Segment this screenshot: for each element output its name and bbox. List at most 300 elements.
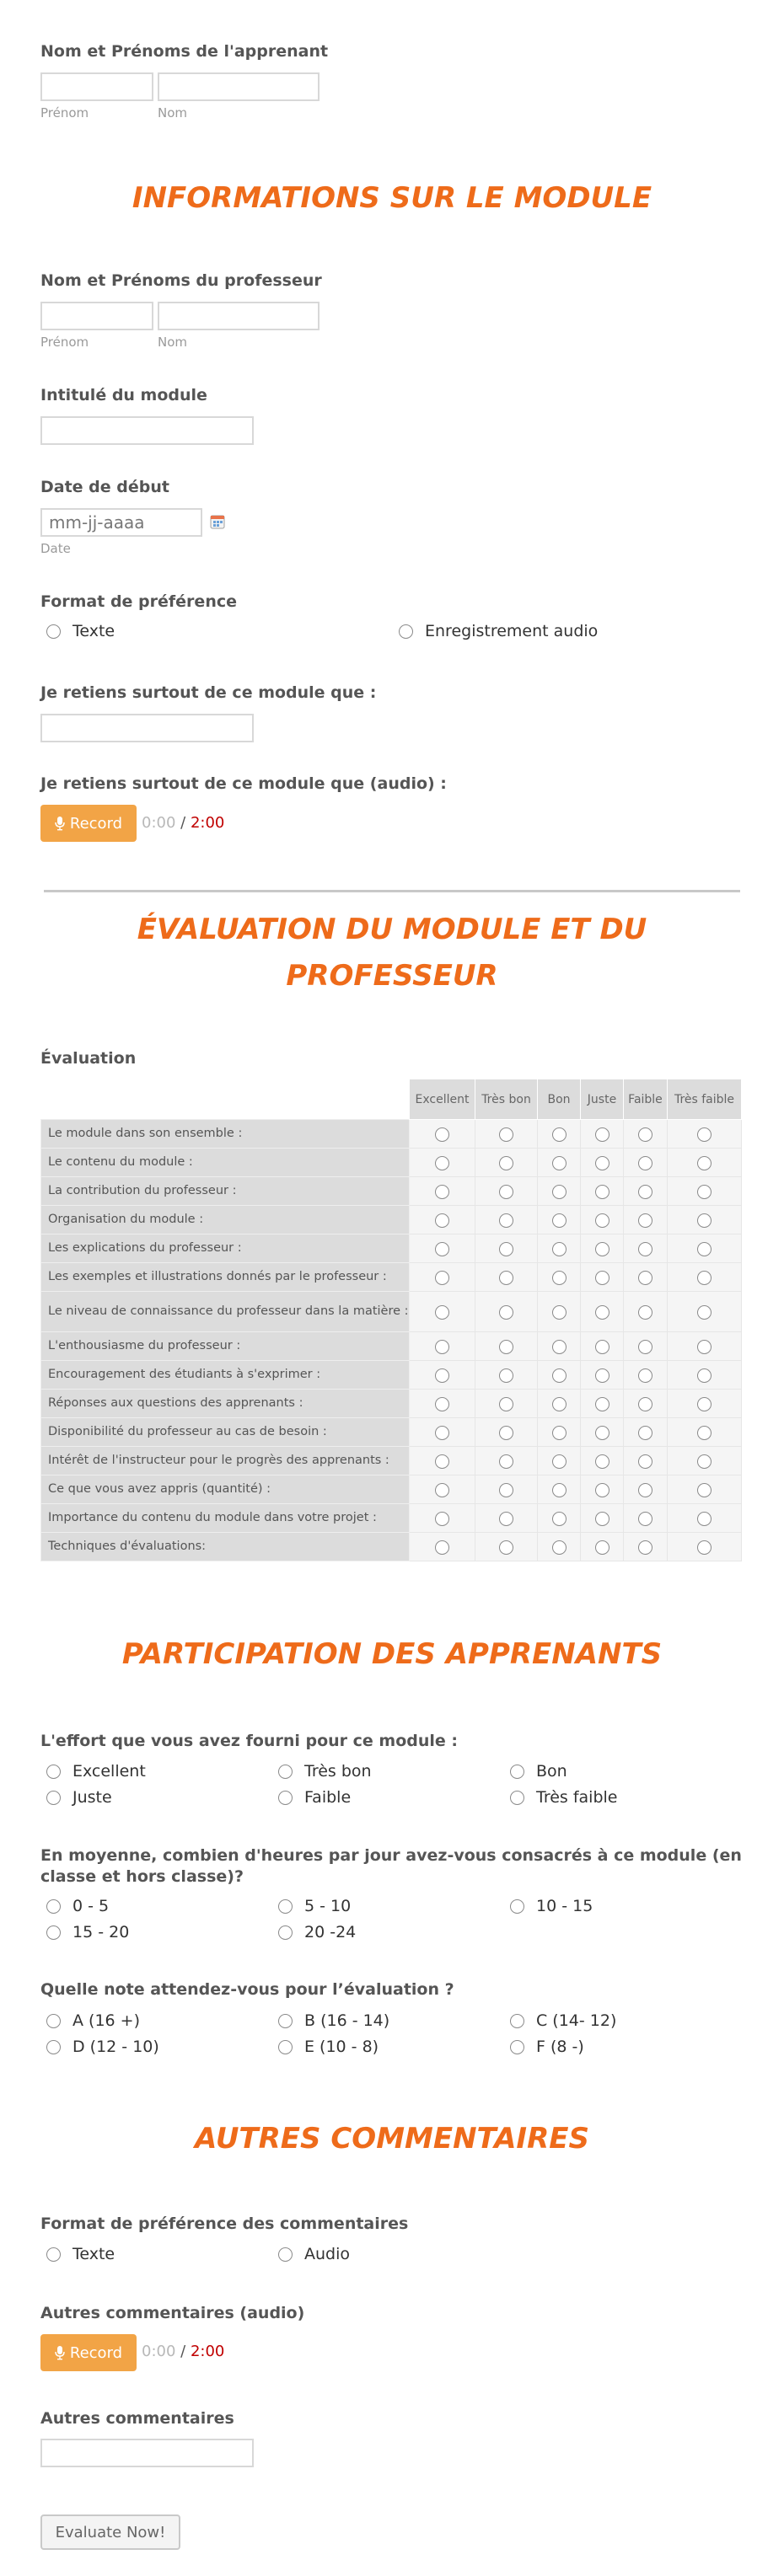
radio-icon[interactable]: [697, 1397, 712, 1411]
matrix-row: [41, 1149, 742, 1177]
matrix-row-label: Intérêt de l'instructeur pour le progrès des apprenants :: [41, 1447, 410, 1475]
radio-icon[interactable]: [595, 1185, 609, 1199]
preferred-format-label: Format de préférence: [40, 592, 237, 611]
grade-option[interactable]: [278, 2038, 379, 2056]
preferred-format-option-text[interactable]: [46, 622, 115, 640]
matrix-cell[interactable]: [475, 1206, 538, 1234]
matrix-cell[interactable]: [538, 1418, 581, 1447]
radio-icon[interactable]: [499, 1483, 513, 1497]
radio-icon[interactable]: [499, 1305, 513, 1320]
matrix-cell[interactable]: [410, 1533, 475, 1561]
matrix-cell[interactable]: [581, 1504, 624, 1533]
radio-icon[interactable]: [499, 1156, 513, 1170]
retain-audio-record-button[interactable]: [40, 805, 137, 842]
radio-icon[interactable]: [638, 1213, 652, 1228]
hours-option[interactable]: [278, 1897, 351, 1915]
matrix-cell[interactable]: [581, 1263, 624, 1292]
radio-icon[interactable]: [510, 2040, 524, 2054]
matrix-cell[interactable]: [581, 1475, 624, 1504]
radio-icon[interactable]: [595, 1340, 609, 1354]
matrix-cell[interactable]: [581, 1120, 624, 1149]
matrix-cell[interactable]: [668, 1120, 742, 1149]
radio-icon[interactable]: [435, 1540, 449, 1555]
hours-option[interactable]: [46, 1923, 129, 1941]
effort-option[interactable]: [278, 1788, 351, 1807]
matrix-cell[interactable]: [538, 1263, 581, 1292]
comment-format-label: Format de préférence des commentaires: [40, 2215, 409, 2233]
matrix-cell[interactable]: [624, 1263, 668, 1292]
radio-icon[interactable]: [552, 1156, 567, 1170]
matrix-cell[interactable]: [624, 1206, 668, 1234]
matrix-cell[interactable]: [668, 1177, 742, 1206]
matrix-row-label: Le module dans son ensemble :: [41, 1120, 410, 1149]
matrix-row-label: Ce que vous avez appris (quantité) :: [41, 1475, 410, 1504]
radio-icon[interactable]: [435, 1454, 449, 1469]
matrix-cell[interactable]: [624, 1361, 668, 1390]
radio-icon[interactable]: [435, 1185, 449, 1199]
matrix-cell[interactable]: [581, 1361, 624, 1390]
matrix-cell[interactable]: [668, 1504, 742, 1533]
radio-icon[interactable]: [552, 1185, 567, 1199]
matrix-cell[interactable]: [410, 1447, 475, 1475]
radio-icon[interactable]: [278, 1925, 293, 1940]
radio-icon[interactable]: [278, 1791, 293, 1805]
matrix-cell[interactable]: [624, 1332, 668, 1361]
radio-icon[interactable]: [552, 1426, 567, 1440]
radio-icon[interactable]: [697, 1340, 712, 1354]
matrix-cell[interactable]: [410, 1361, 475, 1390]
radio-icon[interactable]: [278, 2014, 293, 2028]
matrix-cell[interactable]: [668, 1390, 742, 1418]
matrix-row-label: Techniques d'évaluations:: [41, 1533, 410, 1561]
matrix-cell[interactable]: [581, 1234, 624, 1263]
matrix-row: [41, 1361, 742, 1390]
matrix-cell[interactable]: [475, 1418, 538, 1447]
radio-icon[interactable]: [697, 1127, 712, 1142]
hours-label: En moyenne, combien d'heures par jour avez-vous consacrés à ce module (en classe et hors classe)?: [40, 1846, 742, 1886]
effort-option[interactable]: [46, 1762, 146, 1781]
radio-icon[interactable]: [552, 1305, 567, 1320]
option-label: Texte: [72, 622, 115, 640]
radio-icon[interactable]: [697, 1540, 712, 1555]
comment-text-label: Autres commentaires: [40, 2409, 234, 2428]
radio-icon[interactable]: [278, 2040, 293, 2054]
radio-icon[interactable]: [697, 1305, 712, 1320]
matrix-row: [41, 1475, 742, 1504]
radio-icon[interactable]: [638, 1185, 652, 1199]
matrix-cell[interactable]: [475, 1234, 538, 1263]
effort-option[interactable]: [510, 1788, 617, 1807]
matrix-cell[interactable]: [581, 1206, 624, 1234]
retain-audio-label: Je retiens surtout de ce module que (audio) :: [40, 774, 447, 793]
section-title-evaluation-line2: PROFESSEUR: [286, 959, 498, 993]
matrix-row-label: Le niveau de connaissance du professeur dans la matière :: [41, 1292, 410, 1332]
matrix-row-label: Disponibilité du professeur au cas de besoin :: [41, 1418, 410, 1447]
matrix-cell[interactable]: [624, 1177, 668, 1206]
radio-icon[interactable]: [499, 1271, 513, 1285]
radio-icon[interactable]: [278, 1899, 293, 1914]
matrix-cell[interactable]: [581, 1332, 624, 1361]
matrix-cell[interactable]: [475, 1475, 538, 1504]
matrix-row: [41, 1120, 742, 1149]
radio-icon[interactable]: [499, 1185, 513, 1199]
effort-option[interactable]: [278, 1762, 372, 1781]
option-label: D (12 - 10): [72, 2038, 159, 2056]
radio-icon[interactable]: [435, 1305, 449, 1320]
option-label: B (16 - 14): [304, 2011, 390, 2030]
radio-icon[interactable]: [552, 1512, 567, 1526]
learner-first-name-sublabel: Prénom: [40, 105, 89, 120]
radio-icon[interactable]: [552, 1242, 567, 1256]
comment-format-option-text[interactable]: [46, 2245, 115, 2263]
timer-total: 2:00: [190, 814, 225, 832]
matrix-cell[interactable]: [581, 1292, 624, 1332]
radio-icon[interactable]: [552, 1368, 567, 1383]
radio-icon[interactable]: [697, 1185, 712, 1199]
radio-icon[interactable]: [46, 1791, 61, 1805]
matrix-cell[interactable]: [410, 1504, 475, 1533]
matrix-cell[interactable]: [538, 1292, 581, 1332]
radio-icon[interactable]: [435, 1271, 449, 1285]
radio-icon[interactable]: [638, 1426, 652, 1440]
matrix-cell[interactable]: [538, 1120, 581, 1149]
radio-icon[interactable]: [638, 1454, 652, 1469]
matrix-cell[interactable]: [410, 1390, 475, 1418]
matrix-cell[interactable]: [624, 1292, 668, 1332]
radio-icon[interactable]: [697, 1368, 712, 1383]
matrix-column-header: Bon: [538, 1079, 581, 1120]
learner-first-name-input[interactable]: [40, 72, 153, 101]
matrix-cell[interactable]: [538, 1177, 581, 1206]
radio-icon[interactable]: [595, 1213, 609, 1228]
radio-icon[interactable]: [595, 1156, 609, 1170]
matrix-cell[interactable]: [581, 1447, 624, 1475]
radio-icon[interactable]: [697, 1213, 712, 1228]
radio-icon[interactable]: [499, 1127, 513, 1142]
matrix-row: [41, 1390, 742, 1418]
matrix-row-label: Le contenu du module :: [41, 1149, 410, 1177]
radio-icon[interactable]: [552, 1127, 567, 1142]
radio-icon[interactable]: [638, 1127, 652, 1142]
hours-option[interactable]: [46, 1897, 109, 1915]
retain-text-label: Je retiens surtout de ce module que :: [40, 683, 377, 702]
matrix-cell[interactable]: [668, 1361, 742, 1390]
matrix-corner: [41, 1079, 410, 1120]
radio-icon[interactable]: [595, 1242, 609, 1256]
matrix-cell[interactable]: [581, 1418, 624, 1447]
radio-icon[interactable]: [595, 1305, 609, 1320]
professor-name-label: Nom et Prénoms du professeur: [40, 271, 322, 290]
option-label: 0 - 5: [72, 1897, 110, 1915]
grade-option[interactable]: [46, 2011, 140, 2030]
matrix-cell[interactable]: [538, 1361, 581, 1390]
matrix-cell[interactable]: [538, 1475, 581, 1504]
matrix-cell[interactable]: [538, 1447, 581, 1475]
radio-icon[interactable]: [595, 1483, 609, 1497]
radio-icon[interactable]: [638, 1540, 652, 1555]
radio-icon[interactable]: [278, 1765, 293, 1779]
matrix-cell[interactable]: [624, 1149, 668, 1177]
radio-icon[interactable]: [499, 1426, 513, 1440]
matrix-cell[interactable]: [410, 1263, 475, 1292]
radio-icon[interactable]: [435, 1426, 449, 1440]
option-label: 5 - 10: [304, 1897, 352, 1915]
radio-icon[interactable]: [697, 1512, 712, 1526]
calendar-icon[interactable]: [210, 514, 225, 529]
matrix-cell[interactable]: [624, 1390, 668, 1418]
comment-audio-timer: [142, 2343, 224, 2360]
radio-icon[interactable]: [595, 1454, 609, 1469]
radio-icon[interactable]: [638, 1397, 652, 1411]
radio-icon[interactable]: [46, 624, 61, 639]
radio-icon[interactable]: [552, 1340, 567, 1354]
radio-icon[interactable]: [552, 1271, 567, 1285]
grade-option[interactable]: [46, 2038, 159, 2056]
matrix-cell[interactable]: [475, 1149, 538, 1177]
radio-icon[interactable]: [510, 2014, 524, 2028]
radio-icon[interactable]: [510, 1899, 524, 1914]
matrix-cell[interactable]: [624, 1418, 668, 1447]
timer-separator: /: [175, 2343, 191, 2360]
evaluation-label: Évaluation: [40, 1049, 137, 1068]
grade-option[interactable]: [510, 2038, 584, 2056]
matrix-cell[interactable]: [624, 1120, 668, 1149]
matrix-cell[interactable]: [538, 1149, 581, 1177]
radio-icon[interactable]: [595, 1426, 609, 1440]
professor-last-name-sublabel: Nom: [158, 335, 188, 350]
retain-text-input[interactable]: [40, 714, 254, 742]
matrix-row-label: Importance du contenu du module dans votre projet :: [41, 1504, 410, 1533]
matrix-cell[interactable]: [538, 1533, 581, 1561]
preferred-format-option-audio[interactable]: [399, 622, 598, 640]
radio-icon[interactable]: [46, 1925, 61, 1940]
matrix-cell[interactable]: [475, 1332, 538, 1361]
radio-icon[interactable]: [499, 1213, 513, 1228]
radio-icon[interactable]: [595, 1540, 609, 1555]
radio-icon[interactable]: [697, 1156, 712, 1170]
radio-icon[interactable]: [499, 1540, 513, 1555]
matrix-cell[interactable]: [668, 1418, 742, 1447]
matrix-cell[interactable]: [410, 1332, 475, 1361]
radio-icon[interactable]: [638, 1368, 652, 1383]
radio-icon[interactable]: [499, 1454, 513, 1469]
radio-icon[interactable]: [697, 1426, 712, 1440]
radio-icon[interactable]: [399, 624, 413, 639]
radio-icon[interactable]: [638, 1512, 652, 1526]
submit-button[interactable]: Evaluate Now!: [40, 2514, 180, 2550]
matrix-row: [41, 1332, 742, 1361]
learner-last-name-input[interactable]: [158, 72, 320, 101]
start-date-placeholder: mm-jj-aaaa: [49, 512, 145, 533]
matrix-row: [41, 1533, 742, 1561]
start-date-sublabel: Date: [40, 541, 71, 556]
radio-icon[interactable]: [638, 1156, 652, 1170]
matrix-column-header: Très faible: [668, 1079, 742, 1120]
option-label: E (10 - 8): [304, 2038, 379, 2056]
radio-icon[interactable]: [46, 2014, 61, 2028]
matrix-cell[interactable]: [624, 1475, 668, 1504]
radio-icon[interactable]: [435, 1156, 449, 1170]
matrix-cell[interactable]: [668, 1292, 742, 1332]
matrix-cell[interactable]: [410, 1292, 475, 1332]
matrix-row: [41, 1504, 742, 1533]
radio-icon[interactable]: [435, 1213, 449, 1228]
radio-icon[interactable]: [46, 2247, 61, 2262]
radio-icon[interactable]: [697, 1242, 712, 1256]
hours-option[interactable]: [510, 1897, 593, 1915]
matrix-cell[interactable]: [475, 1263, 538, 1292]
matrix-cell[interactable]: [668, 1149, 742, 1177]
matrix-row-label: Réponses aux questions des apprenants :: [41, 1390, 410, 1418]
option-label: Juste: [72, 1788, 112, 1807]
option-label: 10 - 15: [536, 1897, 593, 1915]
start-date-input[interactable]: [40, 508, 202, 537]
radio-icon[interactable]: [638, 1271, 652, 1285]
radio-icon[interactable]: [435, 1483, 449, 1497]
radio-icon[interactable]: [697, 1483, 712, 1497]
radio-icon[interactable]: [552, 1213, 567, 1228]
radio-icon[interactable]: [638, 1242, 652, 1256]
radio-icon[interactable]: [278, 2247, 293, 2262]
matrix-cell[interactable]: [410, 1177, 475, 1206]
matrix-cell[interactable]: [538, 1234, 581, 1263]
radio-icon[interactable]: [499, 1340, 513, 1354]
radio-icon[interactable]: [595, 1512, 609, 1526]
radio-icon[interactable]: [697, 1454, 712, 1469]
radio-icon[interactable]: [595, 1271, 609, 1285]
matrix-row: [41, 1206, 742, 1234]
option-label: 15 - 20: [72, 1923, 130, 1941]
comment-text-input[interactable]: [40, 2439, 254, 2467]
radio-icon[interactable]: [46, 2040, 61, 2054]
matrix-cell[interactable]: [475, 1177, 538, 1206]
radio-icon[interactable]: [510, 1765, 524, 1779]
matrix-cell[interactable]: [538, 1504, 581, 1533]
radio-icon[interactable]: [499, 1397, 513, 1411]
matrix-cell[interactable]: [668, 1206, 742, 1234]
matrix-cell[interactable]: [624, 1504, 668, 1533]
matrix-cell[interactable]: [668, 1332, 742, 1361]
radio-icon[interactable]: [435, 1242, 449, 1256]
radio-icon[interactable]: [697, 1271, 712, 1285]
radio-icon[interactable]: [435, 1127, 449, 1142]
matrix-cell[interactable]: [668, 1475, 742, 1504]
matrix-cell[interactable]: [410, 1149, 475, 1177]
professor-last-name-input[interactable]: [158, 302, 320, 330]
matrix-cell[interactable]: [475, 1120, 538, 1149]
matrix-row: [41, 1447, 742, 1475]
radio-icon[interactable]: [435, 1397, 449, 1411]
radio-icon[interactable]: [46, 1765, 61, 1779]
option-label: Très bon: [304, 1762, 372, 1781]
matrix-cell[interactable]: [475, 1361, 538, 1390]
matrix-cell[interactable]: [410, 1475, 475, 1504]
hours-option[interactable]: [278, 1923, 356, 1941]
matrix-cell[interactable]: [475, 1390, 538, 1418]
comment-format-option-audio[interactable]: [278, 2245, 350, 2263]
matrix-cell[interactable]: [581, 1149, 624, 1177]
matrix-cell[interactable]: [475, 1292, 538, 1332]
radio-icon[interactable]: [638, 1305, 652, 1320]
radio-icon[interactable]: [638, 1483, 652, 1497]
matrix-cell[interactable]: [410, 1206, 475, 1234]
effort-option[interactable]: [46, 1788, 112, 1807]
matrix-cell[interactable]: [581, 1390, 624, 1418]
start-date-label: Date de début: [40, 478, 169, 496]
matrix-cell[interactable]: [410, 1234, 475, 1263]
matrix-row-label: Les explications du professeur :: [41, 1234, 410, 1263]
radio-icon[interactable]: [595, 1397, 609, 1411]
radio-icon[interactable]: [499, 1368, 513, 1383]
matrix-cell[interactable]: [668, 1447, 742, 1475]
matrix-cell[interactable]: [581, 1533, 624, 1561]
matrix-cell[interactable]: [410, 1418, 475, 1447]
radio-icon[interactable]: [595, 1368, 609, 1383]
radio-icon[interactable]: [499, 1242, 513, 1256]
microphone-icon: [55, 816, 65, 831]
radio-icon[interactable]: [638, 1340, 652, 1354]
matrix-column-header: Excellent: [410, 1079, 475, 1120]
comment-audio-record-button[interactable]: [40, 2334, 137, 2371]
option-label: A (16 +): [72, 2011, 140, 2030]
radio-icon[interactable]: [552, 1454, 567, 1469]
radio-icon[interactable]: [435, 1340, 449, 1354]
professor-first-name-input[interactable]: [40, 302, 153, 330]
radio-icon[interactable]: [435, 1512, 449, 1526]
effort-option[interactable]: [510, 1762, 567, 1781]
matrix-cell[interactable]: [581, 1177, 624, 1206]
grade-option[interactable]: [278, 2011, 389, 2030]
matrix-row-label: L'enthousiasme du professeur :: [41, 1332, 410, 1361]
section-divider: [44, 890, 740, 892]
matrix-cell[interactable]: [410, 1120, 475, 1149]
matrix-cell[interactable]: [624, 1234, 668, 1263]
matrix-cell[interactable]: [538, 1332, 581, 1361]
matrix-cell[interactable]: [668, 1263, 742, 1292]
radio-icon[interactable]: [510, 1791, 524, 1805]
matrix-cell[interactable]: [624, 1533, 668, 1561]
matrix-row: [41, 1234, 742, 1263]
radio-icon[interactable]: [595, 1127, 609, 1142]
matrix-cell[interactable]: [668, 1533, 742, 1561]
effort-label: L'effort que vous avez fourni pour ce module :: [40, 1732, 458, 1750]
timer-current: 0:00: [142, 2343, 176, 2360]
radio-icon[interactable]: [499, 1512, 513, 1526]
matrix-cell[interactable]: [475, 1447, 538, 1475]
matrix-cell[interactable]: [538, 1206, 581, 1234]
matrix-cell[interactable]: [624, 1447, 668, 1475]
comment-audio-label: Autres commentaires (audio): [40, 2304, 305, 2322]
radio-icon[interactable]: [552, 1483, 567, 1497]
grade-option[interactable]: [510, 2011, 616, 2030]
radio-icon[interactable]: [552, 1397, 567, 1411]
module-title-input[interactable]: [40, 416, 254, 445]
radio-icon[interactable]: [435, 1368, 449, 1383]
matrix-cell[interactable]: [668, 1234, 742, 1263]
record-label: Record: [69, 2343, 123, 2362]
option-label: Texte: [72, 2245, 115, 2263]
matrix-cell[interactable]: [475, 1533, 538, 1561]
matrix-row: [41, 1263, 742, 1292]
radio-icon[interactable]: [46, 1899, 61, 1914]
matrix-cell[interactable]: [475, 1504, 538, 1533]
radio-icon[interactable]: [552, 1540, 567, 1555]
matrix-column-header: Faible: [624, 1079, 668, 1120]
option-label: 20 -24: [304, 1923, 357, 1941]
option-label: Très faible: [536, 1788, 618, 1807]
matrix-cell[interactable]: [538, 1390, 581, 1418]
option-label: Audio: [304, 2245, 351, 2263]
